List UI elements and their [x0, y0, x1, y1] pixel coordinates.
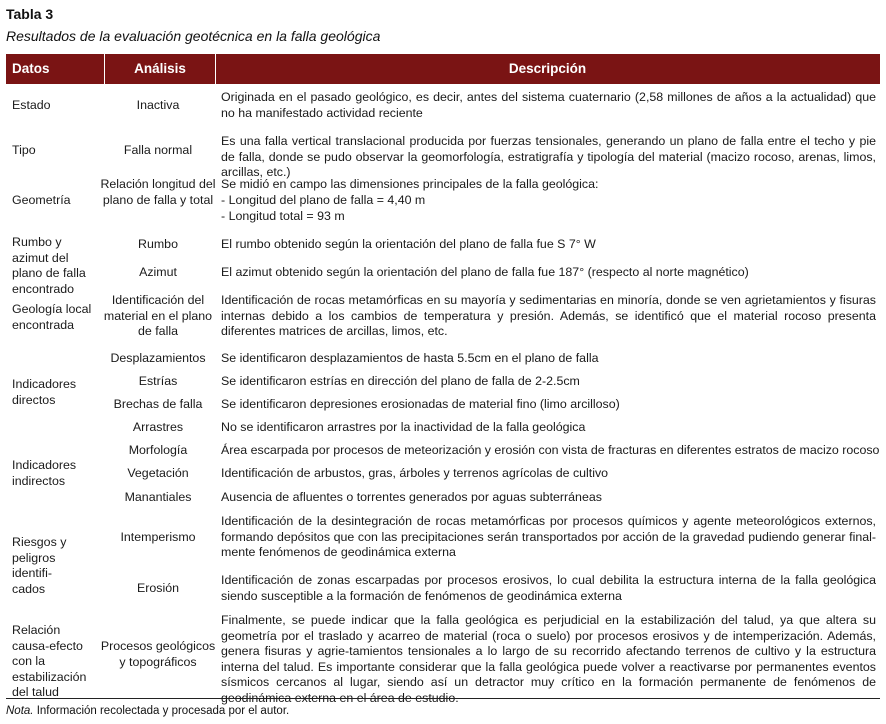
- row-dato: Tipo: [12, 143, 36, 157]
- row-analisis: Intemperismo: [120, 530, 196, 544]
- row-descripcion: No se identificaron arrastres por la inactividad de la falla geológica: [221, 420, 586, 434]
- row-dato: Indicadores directos: [12, 377, 77, 407]
- note-text: Información recolectada y procesada por el autor.: [36, 705, 290, 717]
- row-dato: Relación causa-efecto con la estabilización del talud: [12, 623, 87, 700]
- row-descripcion-line: Se midió en campo las dimensiones principales de la falla geológica:: [221, 177, 599, 191]
- row-descripcion: Identificación de rocas metamórficas en su mayoría y sedimentarias en minoría, donde se ven agrietamientos y fisuras internas debido a los cambios de temperatura y presión. Además, se identificó que el material rocoso presenta diferentes matrices de arcillas, limos, etc.: [221, 293, 876, 339]
- row-descripcion: El azimut obtenido según la orientación del plano de falla fue 187° (respecto al norte magnético): [221, 265, 749, 279]
- header-datos: Datos: [12, 61, 50, 76]
- row-analisis: Desplazamientos: [110, 351, 206, 365]
- row-analisis: Inactiva: [136, 98, 180, 112]
- row-dato: Riesgos y peligros identifi-cados: [12, 535, 67, 596]
- row-descripcion: Ausencia de afluentes o torrentes generados por aguas subterráneas: [221, 490, 602, 504]
- row-analisis: Azimut: [139, 265, 177, 279]
- row-descripcion: El rumbo obtenido según la orientación del plano de falla fue S 7° W: [221, 237, 596, 251]
- row-dato: Geología local encontrada: [12, 302, 92, 332]
- row-descripcion: Se identificaron depresiones erosionadas de material fino (limo arcilloso): [221, 397, 620, 411]
- row-analisis: Rumbo: [138, 237, 178, 251]
- row-descripcion-line: - Longitud total = 93 m: [221, 209, 345, 223]
- row-analisis: Falla normal: [123, 143, 193, 157]
- row-analisis: Estrías: [138, 374, 178, 388]
- row-analisis: Relación longitud del plano de falla y total: [100, 177, 216, 207]
- row-descripcion: Identificación de la desintegración de rocas metamórficas por procesos químicos y agente meteorológicos externos, formando depósitos que con las precipitaciones serán transportados por acción de la gravedad pudiendo generar final-mente fenómenos de geodinámica externa: [221, 514, 876, 560]
- row-analisis: Vegetación: [127, 466, 189, 480]
- row-descripcion: Identificación de arbustos, gras, árboles y terrenos agrícolas de cultivo: [221, 466, 609, 480]
- row-descripcion: Es una falla vertical translacional producida por fuerzas tensionales, generando un plano de falla entre el techo y pie de falla, donde se pudo observar la geomorfología, estratigrafía y tipología del material (macizo rocoso, arenas, limos, arcillas, etc.): [221, 134, 876, 180]
- row-descripcion: Área escarpada por procesos de meteorización y erosión con vista de fracturas en diferentes estratos de macizo rocoso: [221, 443, 880, 457]
- table-title: Resultados de la evaluación geotécnica en la falla geológica: [6, 28, 381, 44]
- row-descripcion: Se identificaron desplazamientos de hasta 5.5cm en el plano de falla: [221, 351, 599, 365]
- row-descripcion-line: - Longitud del plano de falla = 4,40 m: [221, 193, 426, 207]
- row-descripcion: Finalmente, se puede indicar que la falla geológica es perjudicial en la estabilización del talud, ya que altera su geometría por el traslado y acarreo de material (roca o suelo) por procesos erosivos y de intemperización. Además, genera fisuras y agrie-tamientos tensionales a lo largo de su recorrido afectando terrenos de cultivo y la estructura interna del talud. Es importante considerar que la falla geológica puede volver a reactivarse por permanentes eventos sísmicos cercanos al lugar, siendo así un detractor muy crítico en la formación permanente de fenómenos de geodinámica externa en el área de estudio.: [221, 613, 876, 705]
- row-dato: Rumbo y azimut del plano de falla encontrado: [12, 235, 86, 296]
- row-descripcion: Se identificaron estrías en dirección del plano de falla de 2-2.5cm: [221, 374, 580, 388]
- row-dato: Indicadores indirectos: [12, 458, 77, 488]
- row-analisis: Erosión: [136, 581, 179, 595]
- row-analisis: Morfología: [128, 443, 188, 457]
- row-analisis: Identificación del material en el plano de falla: [103, 293, 213, 339]
- row-dato: Geometría: [12, 193, 71, 207]
- row-descripcion: Originada en el pasado geológico, es decir, antes del sistema cuaternario (2,58 millones de años a la actualidad) que no ha manifestado actividad reciente: [221, 90, 876, 120]
- row-descripcion: Identificación de zonas escarpadas por procesos erosivos, lo cual debilita la estructura interna de la falla geológica siendo susceptible a la formación de fenómenos de geodinámica externa: [221, 573, 876, 603]
- table-header: [6, 54, 880, 84]
- table-number: Tabla 3: [6, 6, 54, 22]
- note-label: Nota.: [6, 705, 34, 717]
- row-analisis: Procesos geológicos y topográficos: [100, 639, 216, 669]
- table-note: [6, 705, 289, 717]
- header-analisis: Análisis: [104, 54, 216, 84]
- row-analisis: Manantiales: [124, 490, 192, 504]
- table-bottom-rule: [6, 698, 880, 699]
- header-descripcion: Descripción: [508, 61, 587, 76]
- row-dato: Estado: [12, 98, 51, 112]
- row-analisis: Arrastres: [132, 420, 184, 434]
- row-analisis: Brechas de falla: [113, 397, 203, 411]
